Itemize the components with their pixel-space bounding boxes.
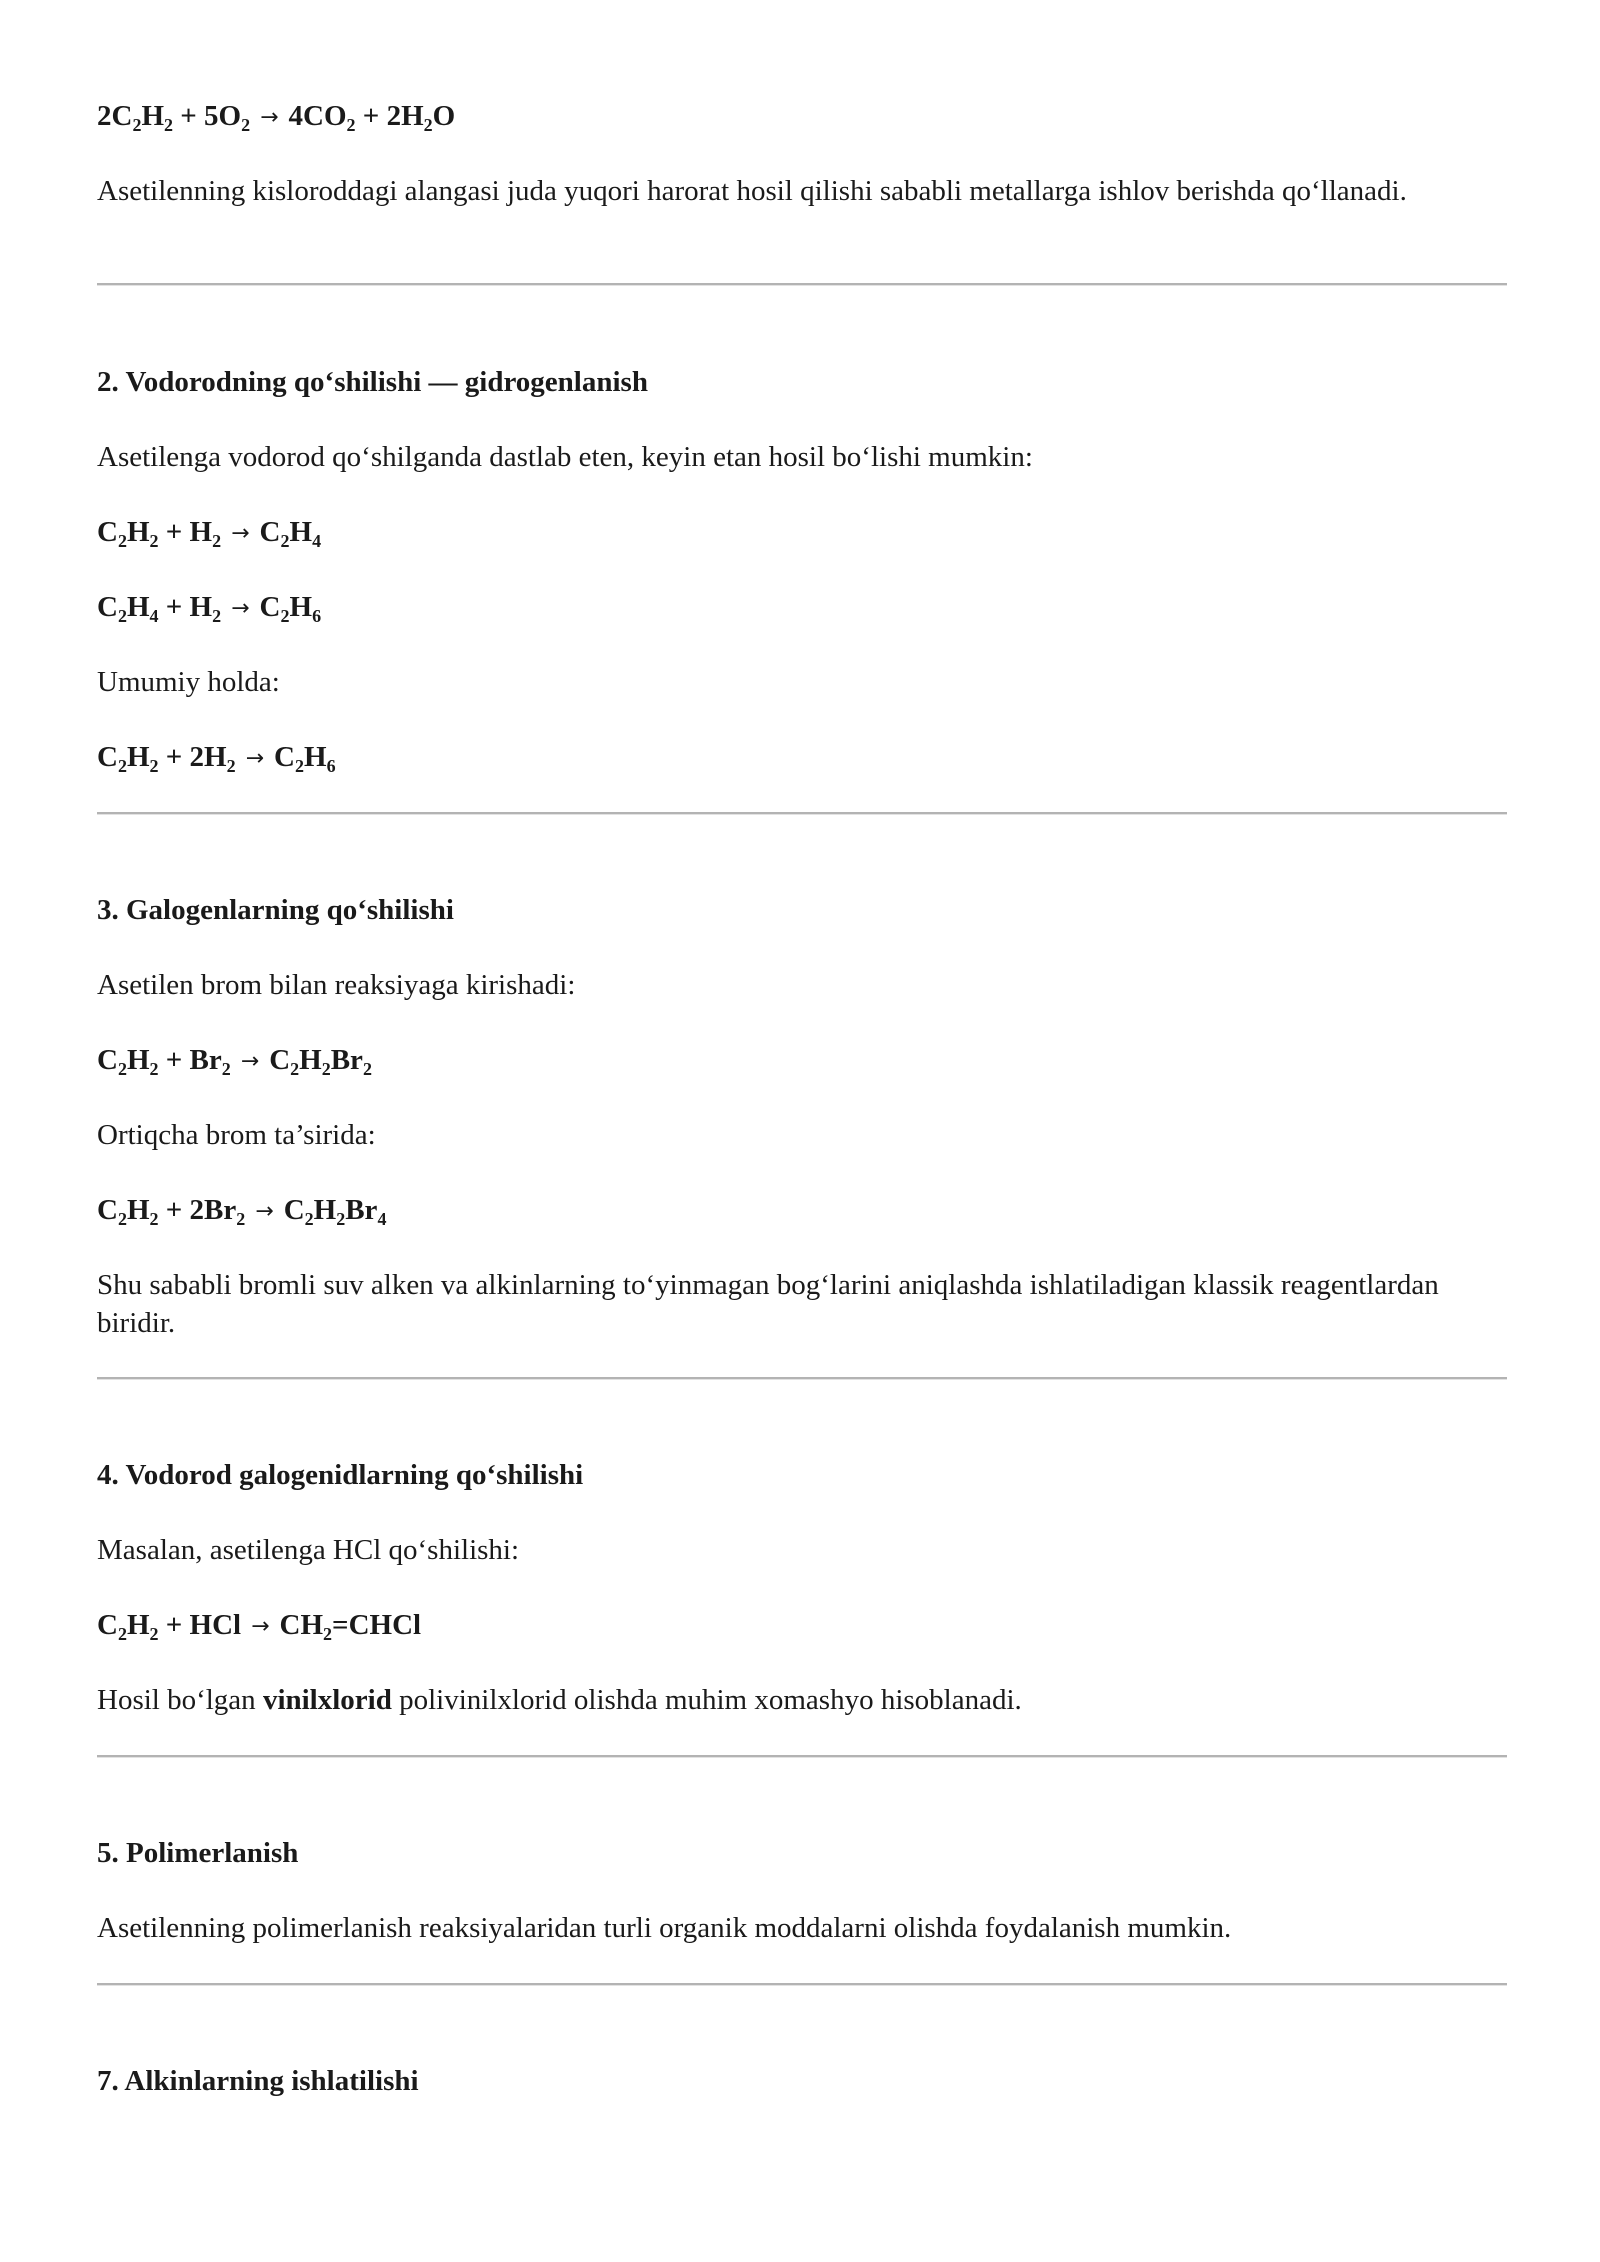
equation-acetylene-combustion: $2C_2H_2 + 5O_2 \to 4CO_2 + 2H_2O$ xyxy=(97,100,456,135)
paragraph-excess-bromine: Ortiqcha brom ta’sirida: xyxy=(97,1119,376,1151)
subscript: 2 xyxy=(117,531,127,551)
subscript: 2 xyxy=(117,756,127,776)
subscript: 2 xyxy=(117,606,127,626)
subscript: 2 xyxy=(149,1059,159,1079)
reaction-arrow-icon: → xyxy=(260,105,279,130)
section-heading-polymerization: 5. Polimerlanish xyxy=(97,1837,299,1869)
subscript: 2 xyxy=(164,115,174,135)
subscript: 4 xyxy=(312,531,322,551)
horizontal-divider xyxy=(97,1755,1507,1758)
reaction-arrow-icon: → xyxy=(251,1614,270,1639)
subscript: 2 xyxy=(221,1059,231,1079)
subscript: 2 xyxy=(236,1209,246,1229)
term-vinyl-chloride: vinilxlorid xyxy=(262,1684,392,1716)
subscript: 2 xyxy=(336,1209,346,1229)
paragraph-polymerization: Asetilenning polimerlanish reaksiyalaridan turli organik moddalarni olishda foydalanish mumkin. xyxy=(97,1912,1232,1944)
subscript: 2 xyxy=(117,1624,127,1644)
text-run: polivinilxlorid olishda muhim xomashyo hisoblanadi. xyxy=(391,1684,1022,1716)
equation-hydrogenation-step1: $C_2H_2 + H_2 \to C_2H_4$ xyxy=(97,516,322,551)
subscript: 6 xyxy=(312,606,322,626)
paragraph-bromine-reaction: Asetilen brom bilan reaksiyaga kirishadi: xyxy=(97,969,576,1001)
subscript: 2 xyxy=(241,115,251,135)
subscript: 2 xyxy=(295,756,304,776)
subscript: 2 xyxy=(304,1209,314,1229)
subscript: 2 xyxy=(321,1059,331,1079)
horizontal-divider xyxy=(97,1377,1507,1380)
reaction-arrow-icon: → xyxy=(255,1199,274,1224)
subscript: 2 xyxy=(290,1059,300,1079)
subscript: 2 xyxy=(149,1209,159,1229)
subscript: 4 xyxy=(377,1209,387,1229)
subscript: 2 xyxy=(423,115,433,135)
paragraph-bromine-water: Shu sababli bromli suv alken va alkinlarning to‘yinmagan bog‘larini aniqlashda ishlatiladigan klassik reagentlardan biridir. xyxy=(97,1269,1439,1339)
reaction-arrow-icon: → xyxy=(245,746,265,771)
subscript: 2 xyxy=(149,756,159,776)
subscript: 6 xyxy=(326,756,336,776)
subscript: 2 xyxy=(132,115,142,135)
horizontal-divider xyxy=(97,283,1507,286)
equation-hydrochlorination: $C_2H_2$ + HCl → $CH_2=CHCl$ xyxy=(97,1609,422,1644)
subscript: 4 xyxy=(149,606,159,626)
paragraph-oxygen-flame: Asetilenning kisloroddagi alangasi juda yuqori harorat hosil qilishi sababli metallarga ishlov berishda qo‘llanadi. xyxy=(97,175,1407,207)
equation-hydrogenation-overall: $C_2H_2 + 2H_2 \to C_2H_6$ xyxy=(97,741,336,776)
subscript: 2 xyxy=(280,531,290,551)
subscript: 2 xyxy=(212,606,222,626)
subscript: 2 xyxy=(117,1209,127,1229)
horizontal-divider xyxy=(97,812,1507,815)
reaction-arrow-icon: → xyxy=(231,521,250,546)
section-heading-halogenation: 3. Galogenlarning qo‘shilishi xyxy=(97,894,454,926)
subscript: 2 xyxy=(362,1059,372,1079)
paragraph-general-case: Umumiy holda: xyxy=(97,666,280,698)
paragraph-hydrogen-addition: Asetilenga vodorod qo‘shilganda dastlab eten, keyin etan hosil bo‘lishi mumkin: xyxy=(97,441,1033,473)
subscript: 2 xyxy=(226,756,236,776)
section-heading-hydrogenation: 2. Vodorodning qo‘shilishi — gidrogenlanish xyxy=(97,366,648,398)
section-heading-hydrogen-halides: 4. Vodorod galogenidlarning qo‘shilishi xyxy=(97,1459,584,1491)
equation-bromination-step2: $C_2H_2 + 2Br_2 \to C_2H_2Br_4$ xyxy=(97,1194,387,1229)
paragraph-vinyl-chloride xyxy=(97,1681,1022,1719)
subscript: 2 xyxy=(149,531,159,551)
equation-bromination-step1: $C_2H_2 + Br_2 \to C_2H_2Br_2$ xyxy=(97,1044,372,1079)
horizontal-divider xyxy=(97,1983,1507,1986)
reaction-arrow-icon: → xyxy=(231,596,250,621)
paragraph-hcl-addition: Masalan, asetilenga HCl qo‘shilishi: xyxy=(97,1534,520,1566)
equation-hydrogenation-step2: $C_2H_4 + H_2 \to C_2H_6$ xyxy=(97,591,322,626)
section-heading-alkyne-uses: 7. Alkinlarning ishlatilishi xyxy=(97,2065,419,2097)
subscript: 2 xyxy=(323,1624,333,1644)
subscript: 2 xyxy=(212,531,222,551)
subscript: 2 xyxy=(117,1059,127,1079)
subscript: 2 xyxy=(280,606,290,626)
text-run: Hosil bo‘lgan xyxy=(97,1684,263,1716)
subscript: 2 xyxy=(149,1624,159,1644)
subscript: 2 xyxy=(346,115,356,135)
reaction-arrow-icon: → xyxy=(240,1049,260,1074)
